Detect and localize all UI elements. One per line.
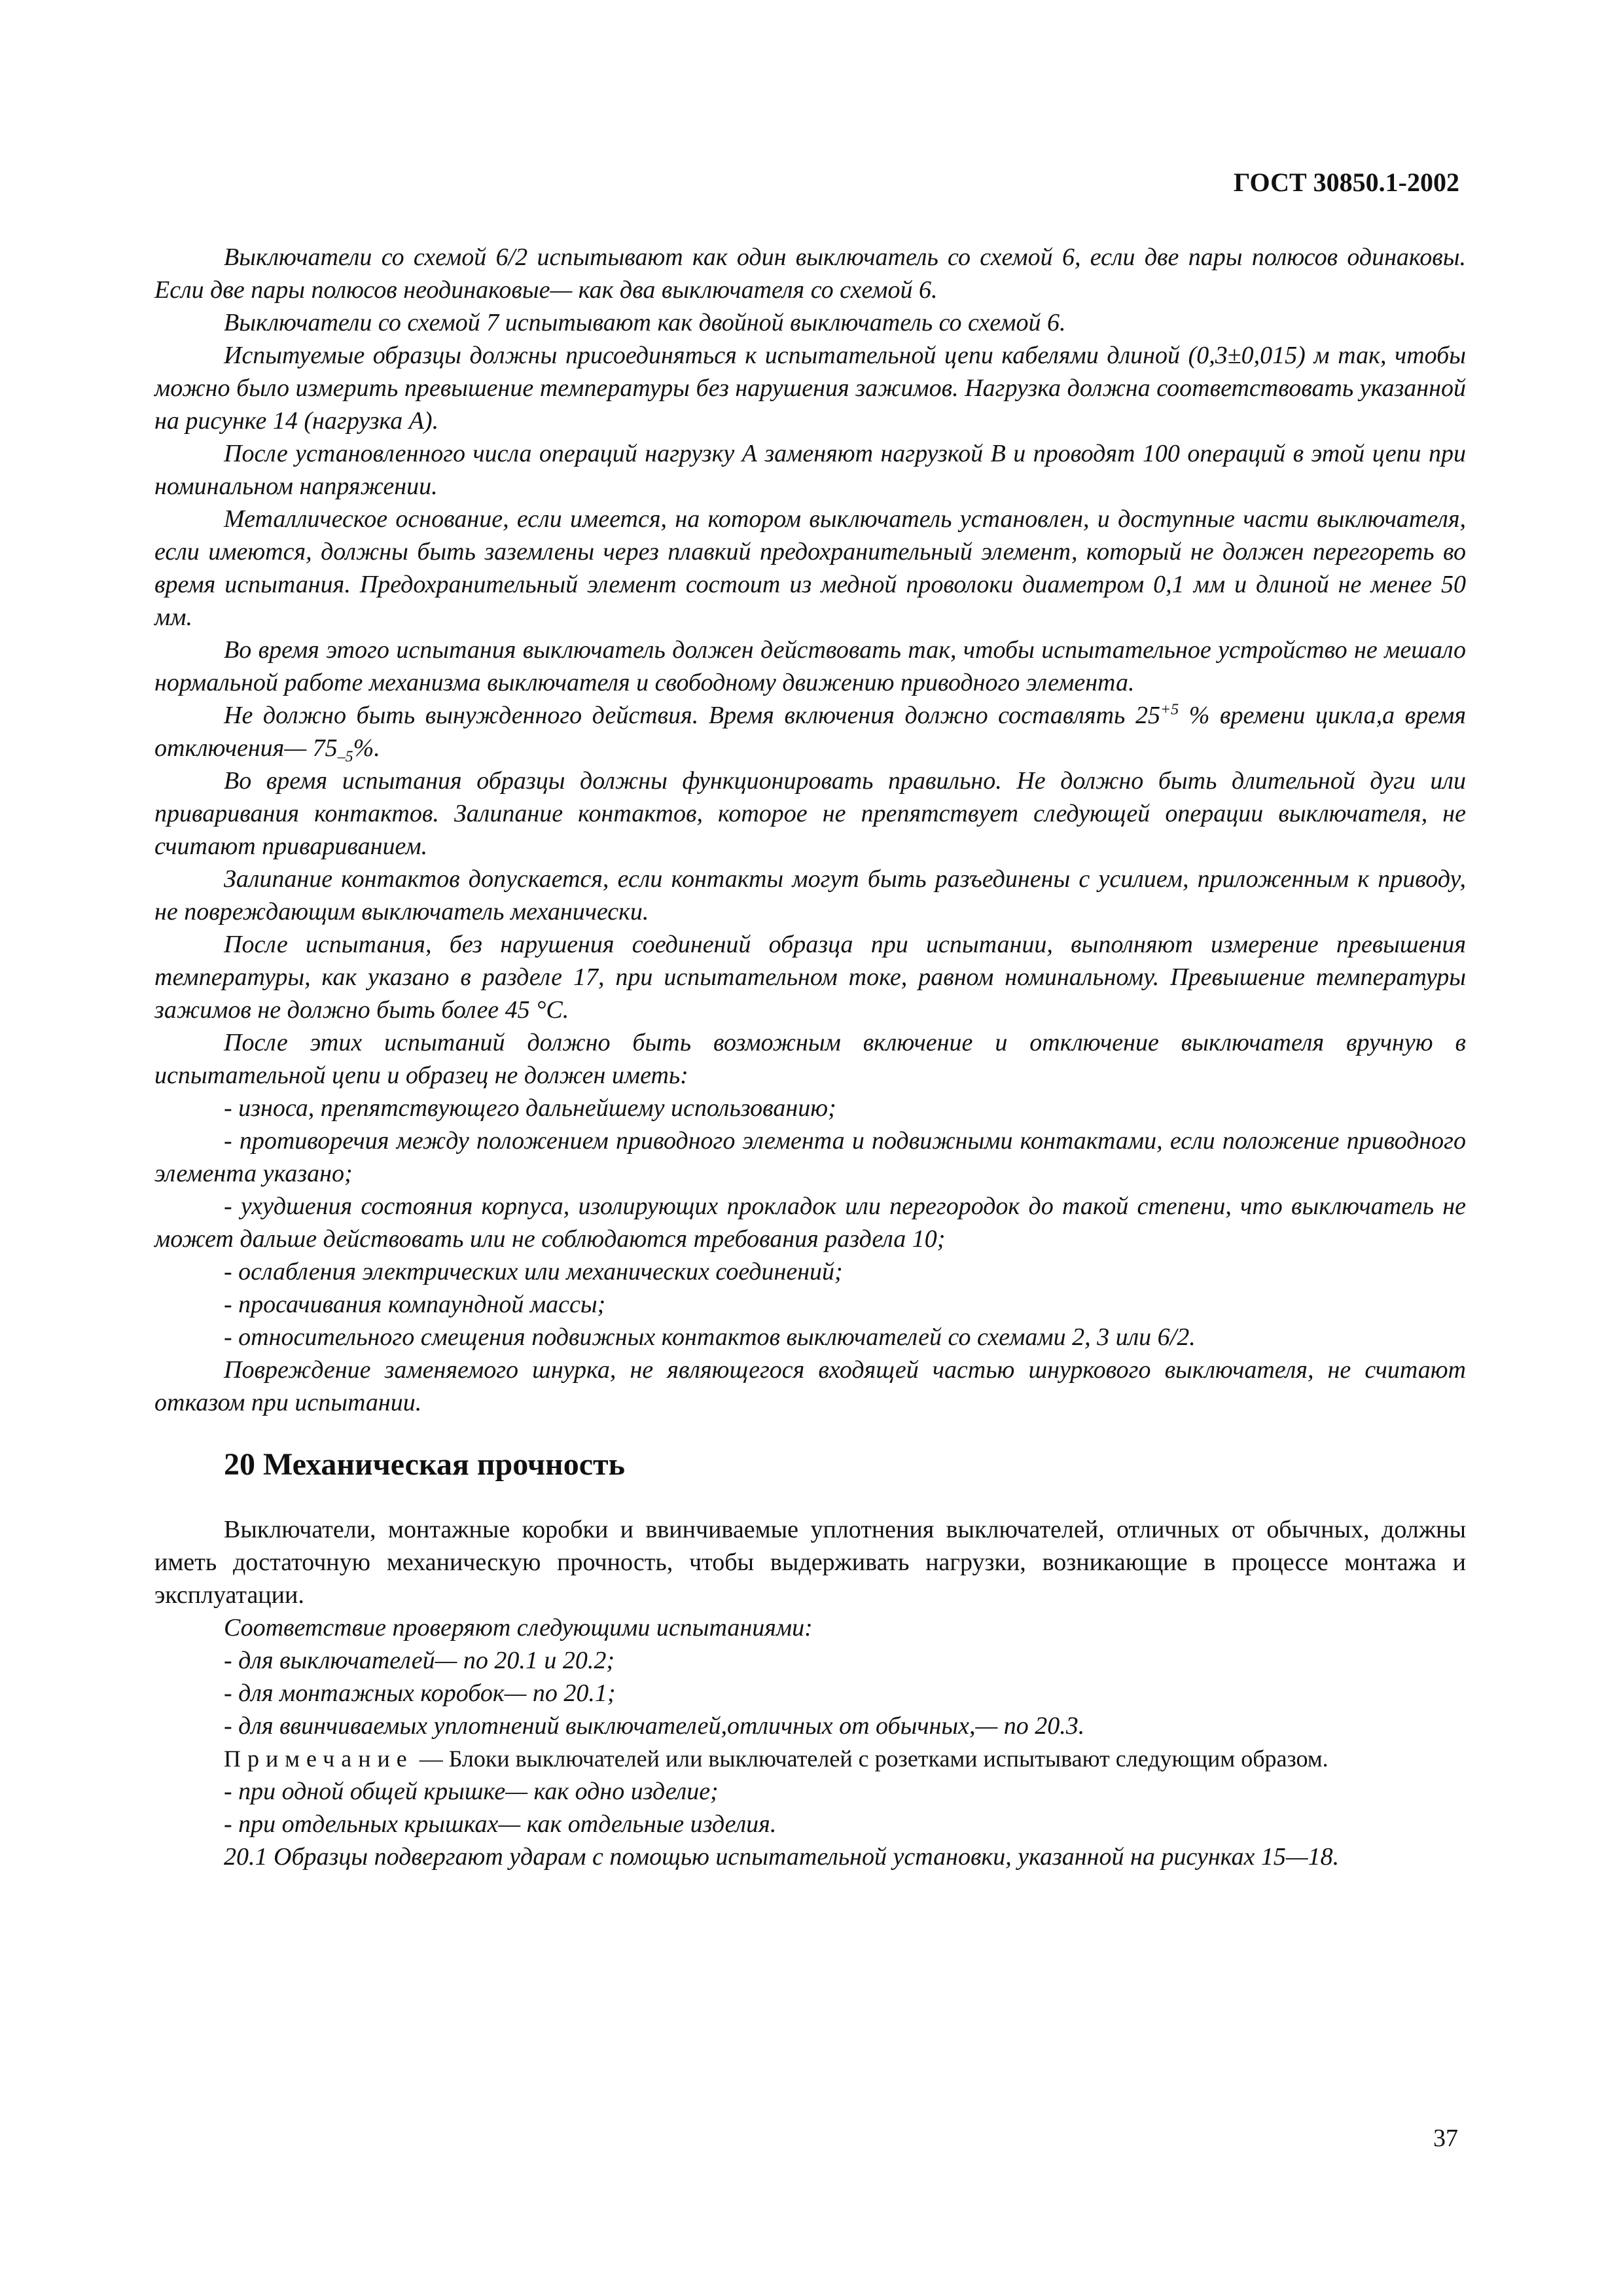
note xyxy=(154,1742,1466,1775)
note-text: — Блоки выключателей или выключателей с розетками испытывают следующим образом. xyxy=(419,1746,1329,1772)
on-time-value: 25 xyxy=(1135,702,1160,729)
clause-20-1: 20.1 Образцы подвергают ударам с помощью испытательной установки, указанной на рисунках 15—18. xyxy=(224,1843,1340,1871)
timing-text: Не должно быть вынужденного действия. Время включения должно составлять xyxy=(224,702,1126,729)
paragraph: Соответствие проверяют следующими испытаниями: xyxy=(224,1614,813,1641)
paragraph: Повреждение заменяемого шнурка, не являющегося входящей частью шнуркового выключателя, не считают отказом при испытании. xyxy=(154,1356,1466,1416)
off-time-value: 75 xyxy=(312,734,338,762)
paragraph: Во время этого испытания выключатель должен действовать так, чтобы испытательное устройство не мешало нормальной работе механизма выключателя и свободному движению приводного элемента. xyxy=(154,636,1466,696)
list-item: - для выключателей— по 20.1 и 20.2; xyxy=(224,1647,615,1674)
list-item: - при отдельных крышках— как отдельные изделия. xyxy=(224,1810,777,1838)
paragraph: Во время испытания образцы должны функционировать правильно. Не должно быть длительной дуги или приваривания контактов. Залипание контактов, которое не препятствует следующей операции выключателя, не считают привариванием. xyxy=(154,767,1466,860)
list-item: - при одной общей крышке— как одно изделие; xyxy=(224,1778,719,1805)
document-code: ГОСТ 30850.1-2002 xyxy=(1234,168,1459,197)
timing-text: %. xyxy=(353,734,380,762)
paragraph: Металлическое основание, если имеется, на котором выключатель установлен, и доступные части выключателя, если имеются, должны быть заземлены через плавкий предохранительный элемент, который не должен перегореть во время испытания. Предохранительный элемент состоит из медной проволоки диаметром 0,1 мм и длиной не менее 50 мм. xyxy=(154,505,1466,631)
paragraph: Выключатели со схемой 6/2 испытывают как один выключатель со схемой 6, если две пары полюсов одинаковы. Если две пары полюсов неодинаковые— как два выключателя со схемой 6. xyxy=(154,243,1466,304)
list-item: - просачивания компаундной массы; xyxy=(224,1291,606,1318)
list-item: - относительного смещения подвижных контактов выключателей со схемами 2, 3 или 6/2. xyxy=(224,1323,1196,1351)
paragraph: Выключатели со схемой 7 испытывают как двойной выключатель со схемой 6. xyxy=(224,309,1066,336)
list-item: - для монтажных коробок— по 20.1; xyxy=(224,1679,616,1707)
paragraph: Залипание контактов допускается, если контакты могут быть разъединены с усилием, приложенным к приводу, не повреждающим выключатель механически. xyxy=(154,865,1466,925)
paragraph: После установленного числа операций нагрузку А заменяют нагрузкой В и проводят 100 операций в этой цепи при номинальном напряжении. xyxy=(154,440,1466,500)
off-time-tolerance: –5 xyxy=(337,748,353,766)
timing-text: % времени цикла,а время отключения— xyxy=(154,702,1467,762)
list-item: - для ввинчиваемых уплотнений выключателей,отличных от обычных,— по 20.3. xyxy=(224,1712,1085,1740)
note-label: Примечание xyxy=(224,1746,414,1772)
timing-paragraph xyxy=(154,699,1466,764)
section-heading: 20 Механическая прочность xyxy=(224,1447,625,1482)
list-item: - противоречия между положением приводного элемента и подвижными контактами, если положение приводного элемента указано; xyxy=(154,1127,1466,1187)
paragraph: После испытания, без нарушения соединений образца при испытании, выполняют измерение превышения температуры, как указано в разделе 17, при испытательном токе, равном номинальному. Превышение температуры зажимов не должно быть более 45 °С. xyxy=(154,931,1466,1024)
list-item: - ухудшения состояния корпуса, изолирующих прокладок или перегородок до такой степени, что выключатель не может дальше действовать или не соблюдаются требования раздела 10; xyxy=(154,1193,1466,1253)
paragraph: После этих испытаний должно быть возможным включение и отключение выключателя вручную в испытательной цепи и образец не должен иметь: xyxy=(154,1029,1466,1089)
page-body xyxy=(154,241,1466,1873)
list-item: - износа, препятствующего дальнейшему использованию; xyxy=(224,1094,836,1122)
on-time-tolerance: +5 xyxy=(1160,701,1179,719)
paragraph: Испытуемые образцы должны присоединяться к испытательной цепи кабелями длиной (0,3±0,015) м так, чтобы можно было измерить превышение температуры без нарушения зажимов. Нагрузка должна соответствовать указанной на рисунке 14 (нагрузка А). xyxy=(154,342,1466,435)
page-number: 37 xyxy=(1433,2125,1458,2152)
list-item: - ослабления электрических или механических соединений; xyxy=(224,1258,843,1285)
section-intro: Выключатели, монтажные коробки и ввинчиваемые уплотнения выключателей, отличных от обычных, должны иметь достаточную механическую прочность, чтобы выдерживать нагрузки, возникающие в процессе монтажа и эксплуатации. xyxy=(154,1516,1466,1609)
